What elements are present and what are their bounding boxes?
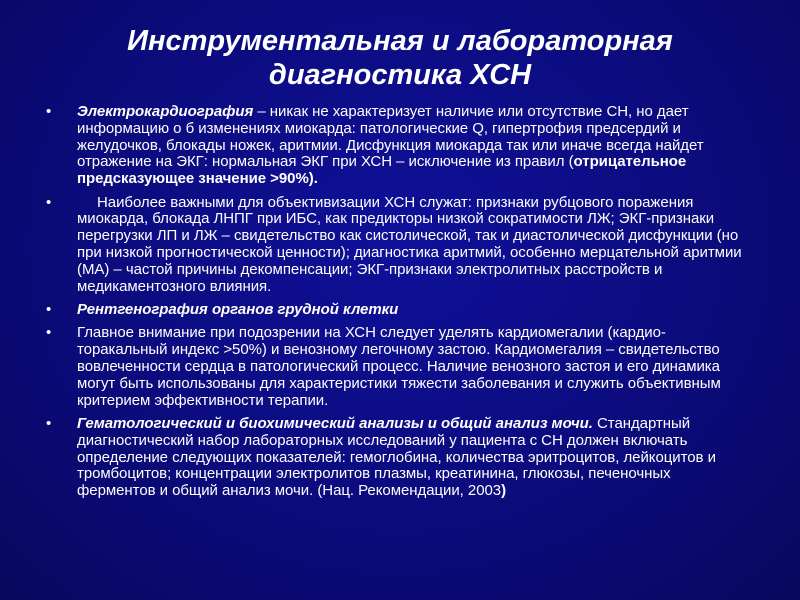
slide-title-line-2: диагностика ХСН (268, 59, 532, 91)
item-bold-tail-ecg: отрицательное предсказующее значение >90%). (77, 153, 687, 188)
item-lead-lab-tests: Гематологический и биохимический анализы и общий анализ мочи. (77, 414, 593, 432)
item-text-ecg: – никак не характеризует наличие или отсутствие СН, но дает информацию о б изменениях миокарда: патологические Q, гипертрофия предсердий и желудочков, блокады ножек, аритмии. Дисфункция миокарда так или иначе всегда найдет отражение на ЭКГ: нормальная ЭКГ при ХСН – исключение из правил ( (77, 103, 704, 171)
slide-title-line-1: Инструментальная и лабораторная (127, 25, 673, 57)
item-lead-ecg: Электрокардиография (77, 103, 254, 120)
bullet-item-xray (46, 302, 750, 319)
bullet-item-ecg-details (46, 195, 750, 296)
bullet-item-lab-tests (46, 416, 750, 500)
bullet-dot: • (46, 193, 52, 211)
bullet-dot: • (46, 103, 52, 120)
bullet-dot: • (46, 414, 52, 432)
item-text-ecg-details: Наиболее важными для объективизации ХСН служат: признаки рубцового поражения миокарда, блокада ЛНПГ при ИБС, как предикторы низкой сократимости ЛЖ; ЭКГ-признаки перегрузки ЛП и ЛЖ – свидетельство как систолической, так и диастолической дисфункции (но при низкой прогностической ценности); диагностика аритмий, особенно мерцательной аритмии (МА) – частой причины декомпенсации; ЭКГ-признаки электролитных расстройств и медикаментозного влияния. (77, 193, 742, 295)
bullet-dot: • (46, 324, 52, 342)
item-bold-tail-lab-tests: ) (501, 482, 507, 500)
bullet-list (46, 104, 750, 507)
bullet-dot: • (46, 300, 52, 318)
bullet-item-ecg (46, 104, 750, 188)
bullet-item-xray-details (46, 325, 750, 409)
item-lead-xray: Рентгенография органов грудной клетки (77, 300, 399, 318)
item-text-lab-tests: Стандартный диагностический набор лабораторных исследований у пациента с СН должен включать определение следующих показателей: гемоглобина, количества эритроцитов, лейкоцитов и тромбоцитов; концентрации электролитов плазмы, креатинина, глюкозы, печеночных ферментов и общий анализ мочи. (Нац. Рекомендации, 2003 (77, 414, 716, 500)
item-text-xray-details: Главное внимание при подозрении на ХСН следует уделять кардиомегалии (кардио-торакальный индекс >50%) и венозному легочному застою. Кардиомегалия – свидетельство вовлеченности сердца в патологический процесс. Наличие венозного застоя и его динамика могут быть использованы для характеристики тяжести заболевания и служить объективным критерием эффективности терапии. (77, 324, 721, 409)
slide-title (40, 24, 760, 92)
